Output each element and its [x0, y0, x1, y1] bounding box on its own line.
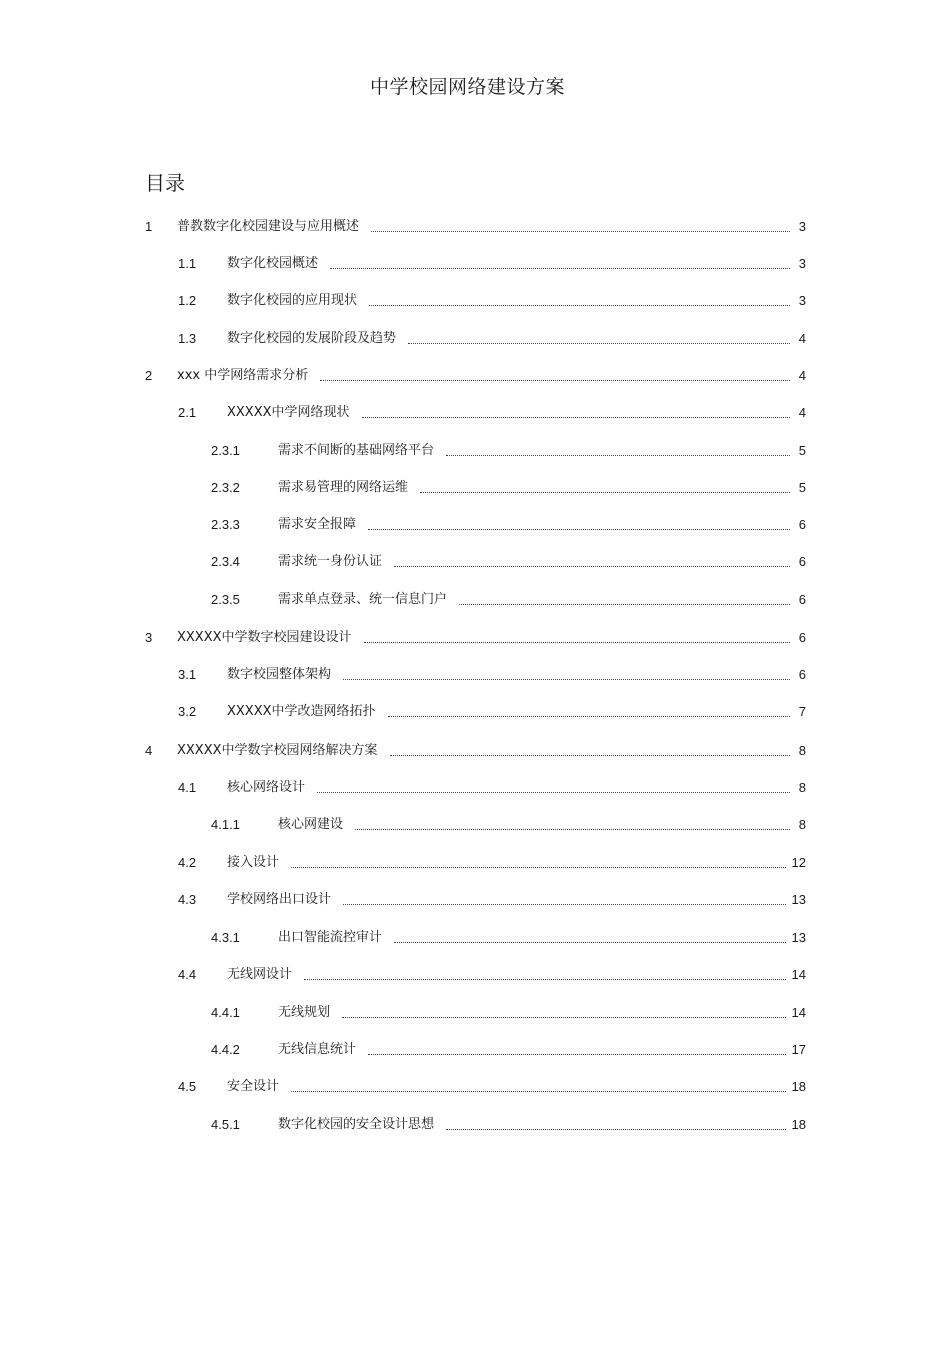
toc-entry[interactable]: [145, 627, 806, 649]
toc-entry-page-number: 3: [798, 293, 806, 308]
toc-dot-leader: [355, 828, 790, 830]
toc-dot-leader: [459, 603, 790, 605]
toc-entry-page-number: 7: [798, 704, 806, 719]
toc-entry-number: 1.3: [178, 331, 197, 346]
toc-entry[interactable]: [211, 1039, 806, 1061]
toc-entry[interactable]: [178, 1076, 806, 1098]
toc-entry-number: 4.5: [178, 1079, 197, 1094]
toc-entry-number: 2: [145, 368, 153, 383]
toc-entry-title: 无线网设计: [227, 967, 293, 982]
toc-entry-number: 2.3.2: [211, 480, 240, 495]
toc-entry-page-number: 5: [798, 480, 806, 495]
toc-entry-number: 4.5.1: [211, 1117, 240, 1132]
toc-entry-title: 核心网建设: [278, 817, 344, 832]
toc-entry-title: xxx 中学网络需求分析: [177, 368, 309, 383]
toc-entry-page-number: 12: [791, 855, 806, 870]
toc-entry-number: 4.1: [178, 780, 197, 795]
toc-entry-page-number: 3: [798, 219, 806, 234]
toc-dot-leader: [330, 267, 790, 269]
toc-entry-number: 4.2: [178, 855, 197, 870]
toc-dot-leader: [446, 454, 790, 456]
toc-entry[interactable]: [178, 328, 806, 350]
toc-entry[interactable]: [211, 814, 806, 836]
toc-dot-leader: [291, 866, 786, 868]
toc-entry-page-number: 4: [798, 405, 806, 420]
toc-entry-page-number: 18: [791, 1117, 806, 1132]
toc-entry-page-number: 4: [798, 368, 806, 383]
toc-entry-title: XXXXX中学改造网络拓扑: [227, 704, 376, 719]
toc-entry-number: 3.2: [178, 704, 197, 719]
toc-entry-number: 2.3.3: [211, 517, 240, 532]
toc-entry-number: 4: [145, 743, 153, 758]
toc-entry-page-number: 6: [798, 517, 806, 532]
toc-entry-number: 2.3.1: [211, 443, 240, 458]
toc-entry-title: XXXXX中学网络现状: [227, 405, 350, 420]
toc-heading: 目录: [145, 171, 185, 195]
toc-dot-leader: [368, 528, 790, 530]
toc-dot-leader: [394, 565, 790, 567]
toc-dot-leader: [420, 491, 790, 493]
toc-entry[interactable]: [178, 253, 806, 275]
toc-entry[interactable]: [211, 589, 806, 611]
toc-dot-leader: [446, 1128, 786, 1130]
toc-entry[interactable]: [178, 852, 806, 874]
toc-entry-title: 数字化校园的应用现状: [227, 293, 358, 308]
toc-entry-number: 4.1.1: [211, 817, 240, 832]
toc-entry[interactable]: [211, 1114, 806, 1136]
toc-entry[interactable]: [178, 664, 806, 686]
toc-entry[interactable]: [178, 402, 806, 424]
toc-dot-leader: [390, 754, 790, 756]
toc-entry-number: 3: [145, 630, 153, 645]
toc-entry[interactable]: [145, 216, 806, 238]
toc-dot-leader: [291, 1090, 786, 1092]
toc-entry-title: 需求易管理的网络运维: [278, 480, 409, 495]
toc-entry[interactable]: [211, 514, 806, 536]
toc-entry-page-number: 6: [798, 630, 806, 645]
toc-entry[interactable]: [178, 889, 806, 911]
toc-entry-title: 数字校园整体架构: [227, 667, 332, 682]
toc-entry-title: 安全设计: [227, 1079, 280, 1094]
toc-dot-leader: [317, 791, 790, 793]
toc-entry-number: 2.3.5: [211, 592, 240, 607]
toc-dot-leader: [388, 715, 790, 717]
toc-entry-number: 3.1: [178, 667, 197, 682]
toc-dot-leader: [304, 978, 786, 980]
toc-entry-title: 普教数字化校园建设与应用概述: [177, 219, 360, 234]
toc-dot-leader: [320, 379, 790, 381]
toc-dot-leader: [343, 678, 790, 680]
toc-entry-number: 4.4: [178, 967, 197, 982]
toc-entry-page-number: 14: [791, 967, 806, 982]
toc-entry-number: 4.3: [178, 892, 197, 907]
toc-entry-page-number: 14: [791, 1005, 806, 1020]
toc-entry-title: 需求安全报障: [278, 517, 357, 532]
toc-entry-page-number: 17: [791, 1042, 806, 1057]
toc-entry-title: XXXXX中学数字校园网络解决方案: [177, 743, 378, 758]
toc-entry-page-number: 6: [798, 592, 806, 607]
toc-entry[interactable]: [178, 290, 806, 312]
toc-entry-page-number: 13: [791, 892, 806, 907]
toc-entry-title: XXXXX中学数字校园建设设计: [177, 630, 352, 645]
document-title: 中学校园网络建设方案: [369, 76, 565, 98]
toc-entry-page-number: 8: [798, 780, 806, 795]
toc-entry[interactable]: [211, 440, 806, 462]
toc-entry-page-number: 8: [798, 743, 806, 758]
toc-dot-leader: [342, 1016, 786, 1018]
toc-entry-title: 核心网络设计: [227, 780, 306, 795]
toc-dot-leader: [408, 342, 790, 344]
toc-entry-title: 数字化校园的安全设计思想: [278, 1117, 435, 1132]
toc-entry[interactable]: [178, 777, 806, 799]
toc-entry[interactable]: [211, 1002, 806, 1024]
toc-entry-page-number: 13: [791, 930, 806, 945]
toc-entry-number: 4.4.1: [211, 1005, 240, 1020]
toc-entry-number: 2.3.4: [211, 554, 240, 569]
toc-entry-title: 接入设计: [227, 855, 280, 870]
toc-entry-number: 1.2: [178, 293, 197, 308]
toc-dot-leader: [343, 903, 786, 905]
toc-dot-leader: [362, 416, 790, 418]
toc-entry-number: 1.1: [178, 256, 197, 271]
toc-dot-leader: [394, 941, 786, 943]
toc-entry-page-number: 5: [798, 443, 806, 458]
toc-dot-leader: [371, 230, 790, 232]
toc-entry-number: 4.4.2: [211, 1042, 240, 1057]
toc-dot-leader: [364, 641, 790, 643]
toc-entry-title: 数字化校园的发展阶段及趋势: [227, 331, 397, 346]
toc-entry[interactable]: [145, 365, 806, 387]
toc-entry-page-number: 4: [798, 331, 806, 346]
toc-entry-title: 出口智能流控审计: [278, 930, 383, 945]
toc-dot-leader: [368, 1053, 786, 1055]
toc-entry[interactable]: [178, 701, 806, 723]
toc-entry-page-number: 6: [798, 667, 806, 682]
toc-entry[interactable]: [211, 927, 806, 949]
toc-entry-title: 学校网络出口设计: [227, 892, 332, 907]
toc-entry-page-number: 18: [791, 1079, 806, 1094]
toc-entry-page-number: 6: [798, 554, 806, 569]
toc-entry-number: 2.1: [178, 405, 197, 420]
toc-entry-title: 需求单点登录、统一信息门户: [278, 592, 448, 607]
toc-entry-title: 需求不间断的基础网络平台: [278, 443, 435, 458]
toc-entry-title: 数字化校园概述: [227, 256, 319, 271]
toc-entry-title: 需求统一身份认证: [278, 554, 383, 569]
toc-entry[interactable]: [178, 964, 806, 986]
toc-entry[interactable]: [211, 551, 806, 573]
toc-entry-number: 1: [145, 219, 153, 234]
toc-entry-page-number: 3: [798, 256, 806, 271]
toc-entry-title: 无线信息统计: [278, 1042, 357, 1057]
toc-entry-title: 无线规划: [278, 1005, 331, 1020]
toc-entry[interactable]: [211, 477, 806, 499]
toc-entry-page-number: 8: [798, 817, 806, 832]
toc-dot-leader: [369, 304, 790, 306]
toc-entry-number: 4.3.1: [211, 930, 240, 945]
toc-entry[interactable]: [145, 740, 806, 762]
